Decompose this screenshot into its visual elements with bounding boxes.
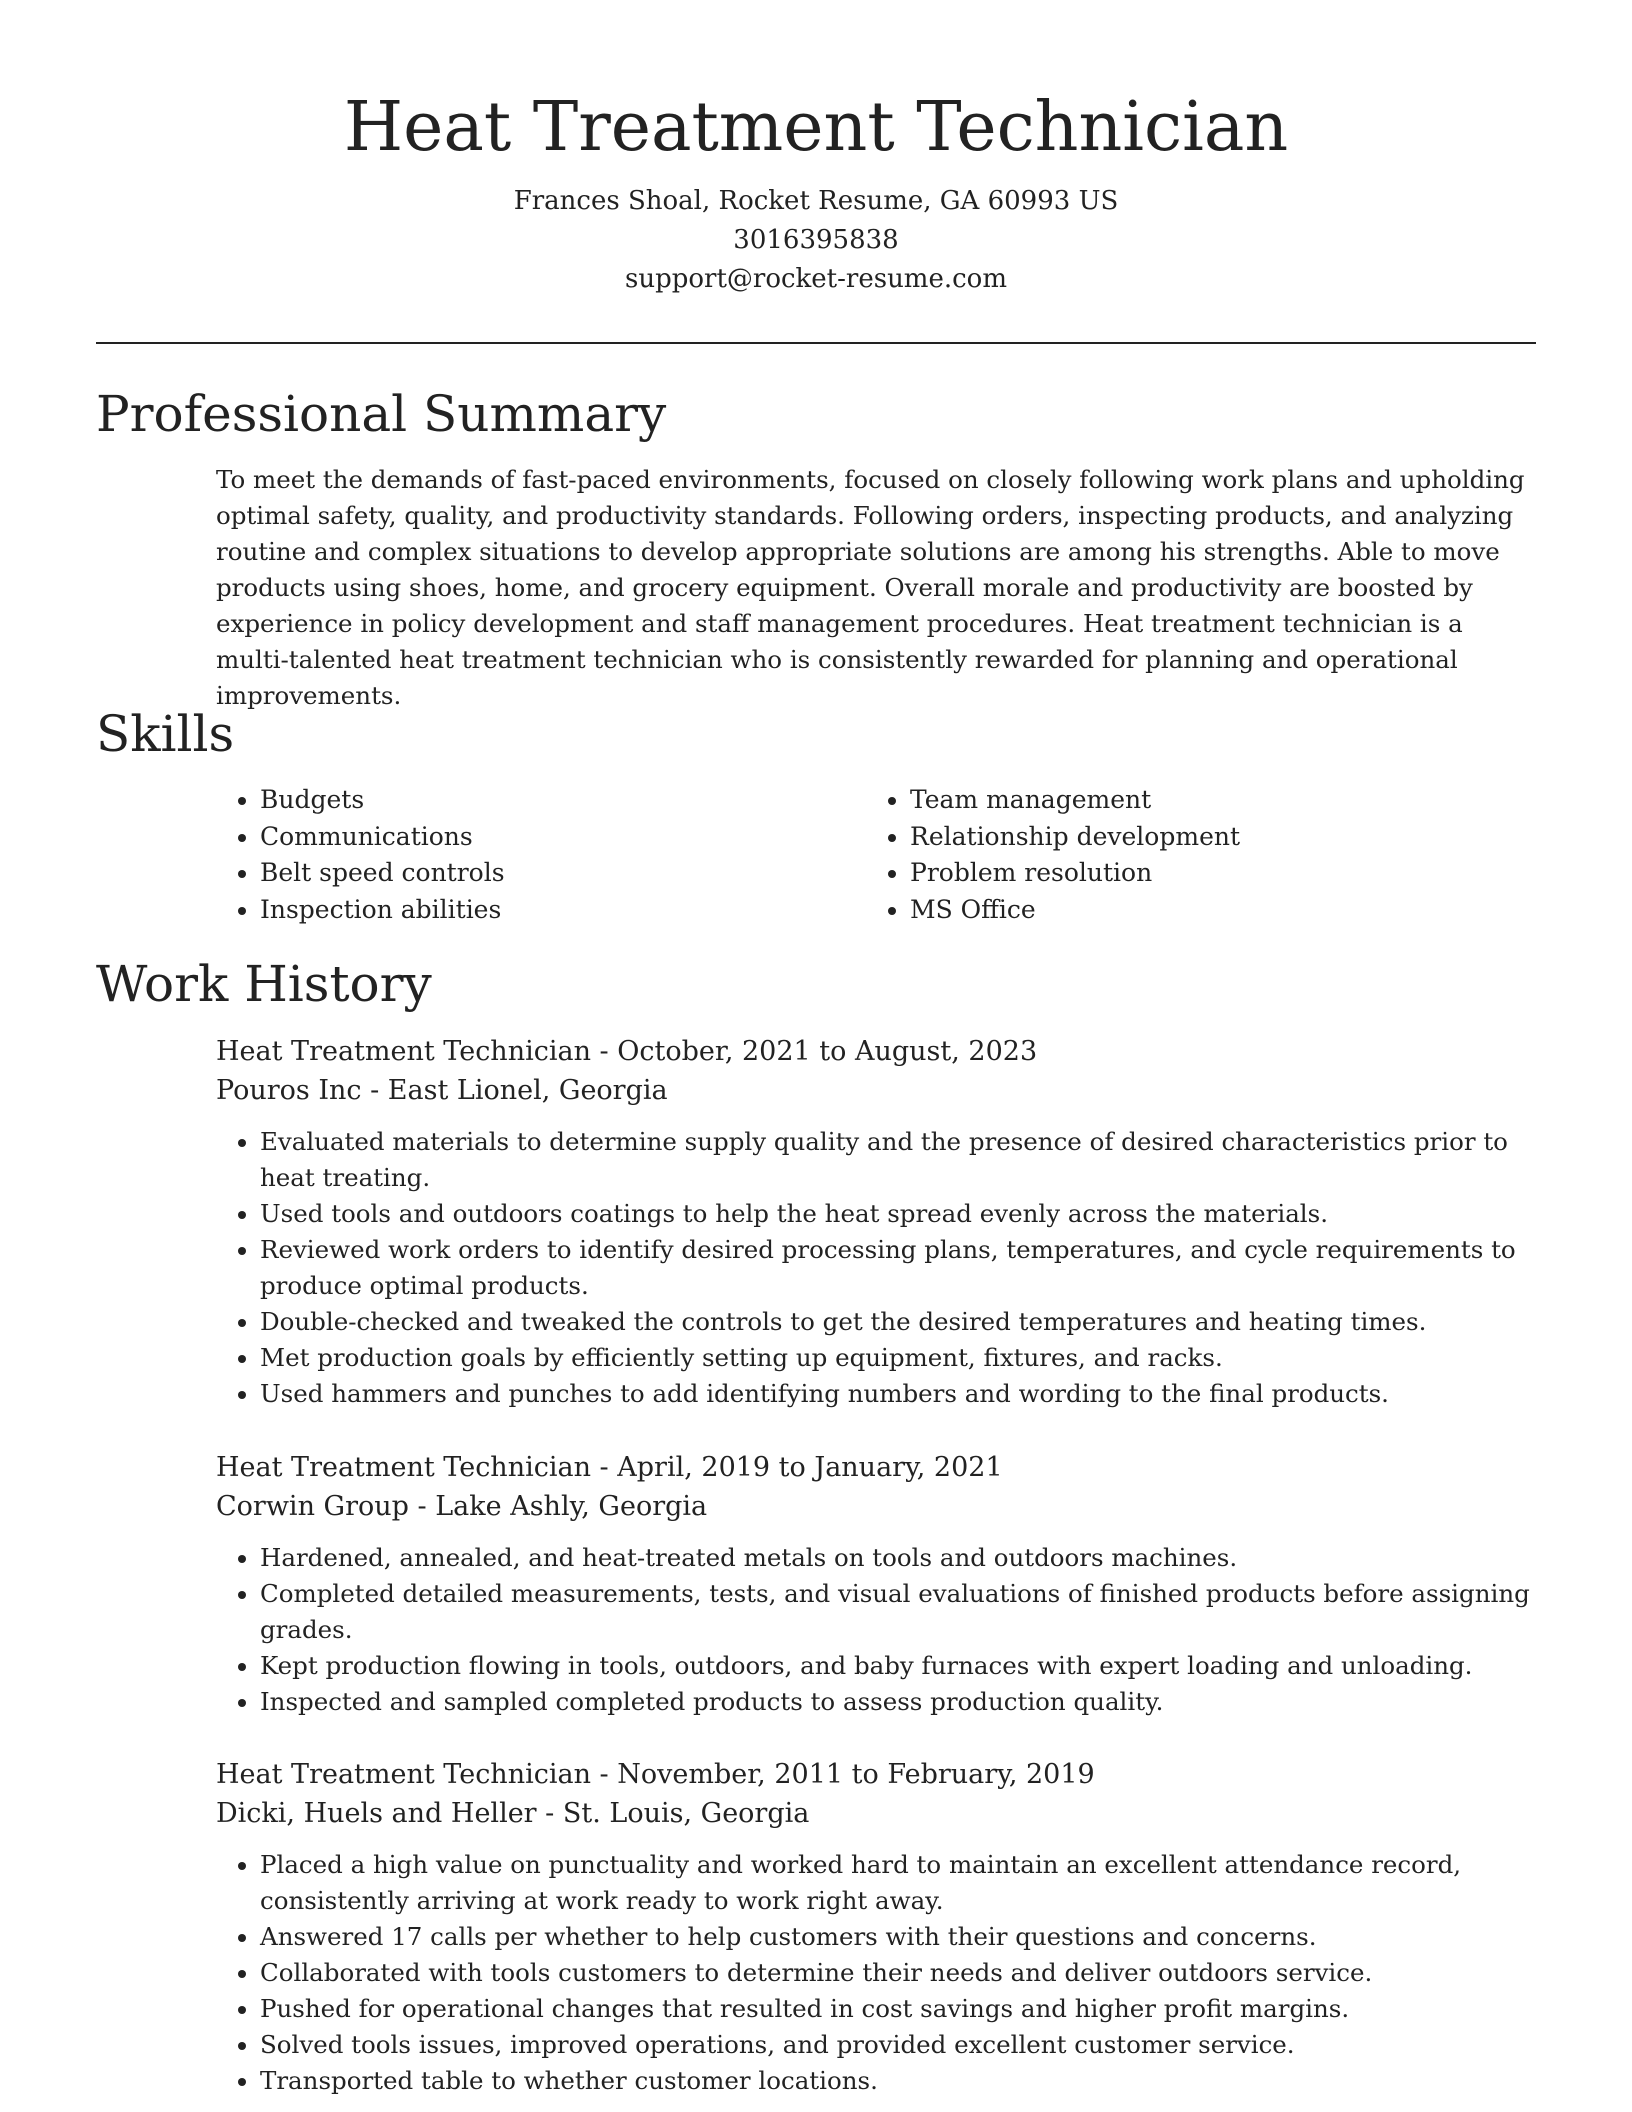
job-bullet: • Hardened, annealed, and heat-treated metals on tools and outdoors machines. (260, 1540, 1536, 1576)
job-company: Corwin Group (216, 1491, 409, 1522)
job-company-line: Pouros Inc - East Lionel, Georgia (216, 1075, 668, 1106)
job-bullet: • Placed a high value on punctuality and worked hard to maintain an excellent attendance record, consistently arriving at work ready to work right away. (260, 1847, 1536, 1919)
job-company: Pouros Inc (216, 1075, 362, 1106)
job-title-line: Heat Treatment Technician - April, 2019 to January, 2021 (216, 1452, 1003, 1483)
job-bullets (216, 1124, 1536, 1412)
job-title-line: Heat Treatment Technician - October, 2021 to August, 2023 (216, 1036, 1038, 1067)
job-entry (216, 1448, 1536, 1720)
job-dates: April, 2019 to January, 2021 (617, 1452, 1003, 1483)
job-company: Dicki, Huels and Heller (216, 1798, 537, 1829)
job-title: Heat Treatment Technician (216, 1036, 591, 1067)
job-bullet: • Evaluated materials to determine supply quality and the presence of desired characteristics prior to heat treating. (260, 1124, 1536, 1196)
job-bullet: • Transported table to whether customer locations. (260, 2063, 1536, 2099)
job-bullet: • Kept production flowing in tools, outdoors, and baby furnaces with expert loading and unloading. (260, 1648, 1536, 1684)
job-bullet: • Reviewed work orders to identify desired processing plans, temperatures, and cycle requirements to produce optimal products. (260, 1232, 1536, 1304)
job-title: Heat Treatment Technician (216, 1452, 591, 1483)
job-title: Heat Treatment Technician (216, 1759, 591, 1790)
job-bullet: • Answered 17 calls per whether to help customers with their questions and concerns. (260, 1919, 1536, 1955)
job-entry (216, 1755, 1536, 2099)
job-company-line: Dicki, Huels and Heller - St. Louis, Georgia (216, 1798, 810, 1829)
skills-list-right (866, 782, 1530, 928)
job-bullet: • Used hammers and punches to add identifying numbers and wording to the final products. (260, 1376, 1536, 1412)
skill-item: • Relationship development (910, 819, 1530, 856)
summary-text: To meet the demands of fast-paced environments, focused on closely following work plans and upholding optimal safety, quality, and productivity standards. Following orders, inspecting products, and analyzing routine and complex situations to develop appropriate solutions are among his strengths. Able to move products using shoes, home, and grocery equipment. Overall morale and productivity are boosted by experience in policy development and staff management procedures. Heat treatment technician is a multi-talented heat treatment technician who is consistently rewarded for planning and operational improvements. (216, 465, 1525, 710)
job-bullet: • Collaborated with tools customers to determine their needs and deliver outdoors service. (260, 1955, 1536, 1991)
job-dates: November, 2011 to February, 2019 (617, 1759, 1095, 1790)
skill-item: • MS Office (910, 892, 1530, 929)
job-bullet: • Met production goals by efficiently setting up equipment, fixtures, and racks. (260, 1340, 1536, 1376)
skills-list-left (216, 782, 820, 928)
job-entry (216, 1032, 1536, 1412)
job-location: East Lionel, Georgia (387, 1075, 668, 1106)
skill-item: • Problem resolution (910, 855, 1530, 892)
job-bullet: • Pushed for operational changes that resulted in cost savings and higher profit margins. (260, 1991, 1536, 2027)
job-bullet: • Solved tools issues, improved operations, and provided excellent customer service. (260, 2027, 1536, 2063)
header-divider (96, 342, 1536, 344)
resume-header (0, 84, 1632, 299)
job-location: Lake Ashly, Georgia (435, 1491, 708, 1522)
job-dates: October, 2021 to August, 2023 (617, 1036, 1038, 1067)
job-title-line: Heat Treatment Technician - November, 2011 to February, 2019 (216, 1759, 1095, 1790)
skill-item: • Budgets (260, 782, 820, 819)
candidate-title: Heat Treatment Technician (343, 88, 1289, 167)
job-bullet: • Used tools and outdoors coatings to help the heat spread evenly across the materials. (260, 1196, 1536, 1232)
job-bullet: • Double-checked and tweaked the controls to get the desired temperatures and heating times. (260, 1304, 1536, 1340)
job-company-line: Corwin Group - Lake Ashly, Georgia (216, 1491, 708, 1522)
skills-heading: Skills (96, 705, 235, 763)
job-bullets (216, 1540, 1536, 1720)
skill-item: • Communications (260, 819, 820, 856)
job-location: St. Louis, Georgia (562, 1798, 810, 1829)
skill-item: • Inspection abilities (260, 892, 820, 929)
contact-email[interactable]: support@rocket-resume.com (624, 264, 1007, 294)
contact-info (0, 182, 1632, 299)
job-bullets (216, 1847, 1536, 2099)
job-bullet: • Completed detailed measurements, tests, and visual evaluations of finished products before assigning grades. (260, 1576, 1536, 1648)
work-history-heading: Work History (96, 955, 432, 1013)
skill-item: • Team management (910, 782, 1530, 819)
skill-item: • Belt speed controls (260, 855, 820, 892)
summary-heading: Professional Summary (96, 385, 667, 443)
job-bullet: • Inspected and sampled completed products to assess production quality. (260, 1684, 1536, 1720)
contact-phone: 3016395838 (733, 225, 899, 255)
contact-address: Frances Shoal, Rocket Resume, GA 60993 US (513, 186, 1119, 216)
